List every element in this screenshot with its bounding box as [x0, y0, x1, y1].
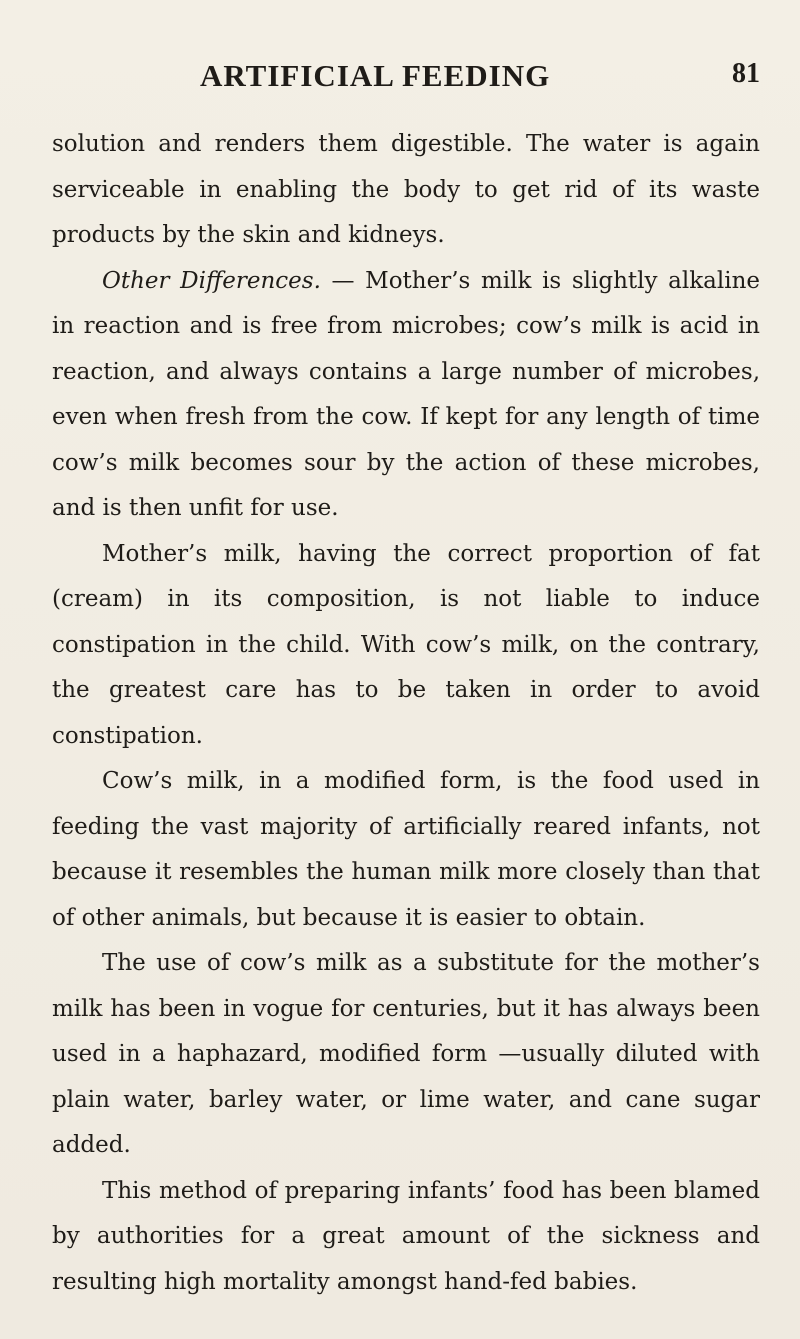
paragraph-1: solution and renders them digestible. The water is again serviceable in enabling the body to get rid of its waste products by the skin and kidneys.	[52, 131, 760, 248]
section-heading-other-differences: Other Differences.	[102, 267, 321, 294]
body-text	[52, 122, 760, 1305]
paragraph-2-text: — Mother’s milk is slightly alkaline in reaction and is free from microbes; cow’s milk is acid in reaction, and always contains a large number of microbes, even when fresh from the cow. If kept for any length of time cow’s milk becomes sour by the action of these microbes, and is then unfit for use.	[52, 267, 761, 521]
running-title: ARTIFICIAL FEEDING	[200, 58, 551, 93]
paragraph-2	[52, 259, 760, 532]
page-number: 81	[732, 58, 760, 89]
paragraph-6: This method of preparing infants’ food has been blamed by authorities for a great amount of the sickness and resulting high mortality amongst hand-fed babies.	[52, 1177, 760, 1295]
running-head	[52, 58, 760, 102]
paragraph-5: The use of cow’s milk as a substitute for the mother’s milk has been in vogue for centuries, but it has always been used in a haphazard, modified form —usually diluted with plain water, barley water, or lime water, and cane sugar added.	[52, 950, 760, 1158]
paragraph-4: Cow’s milk, in a modified form, is the food used in feeding the vast majority of artificially reared infants, not because it resembles the human milk more closely than that of other animals, but because it is easier to obtain.	[52, 768, 760, 931]
paragraph-3: Mother’s milk, having the correct proportion of fat (cream) in its composition, is not liable to induce constipation in the child. With cow’s milk, on the contrary, the greatest care has to be taken in order to avoid constipation.	[52, 540, 760, 749]
